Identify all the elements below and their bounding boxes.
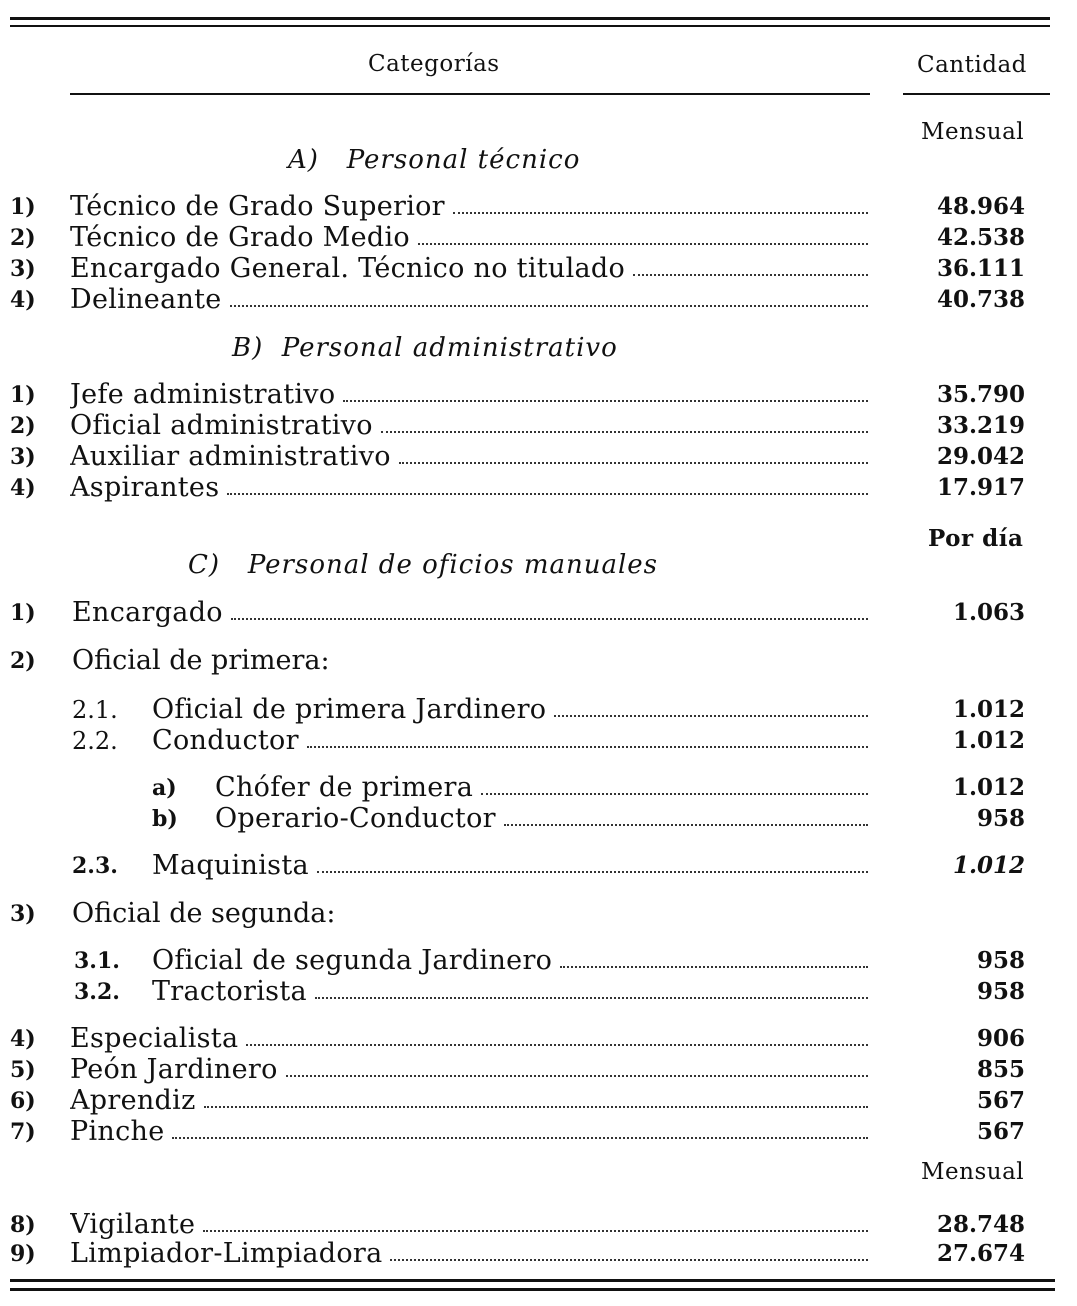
row-label: Encargado General. Técnico no titulado xyxy=(70,254,870,284)
row-number: 1) xyxy=(10,194,36,220)
row-label: Técnico de Grado Superior xyxy=(70,192,870,222)
row-label: Pinche xyxy=(70,1117,870,1147)
section-c-title: Personal de oficios manuales xyxy=(247,550,659,580)
row-value: 28.748 xyxy=(936,1211,1025,1238)
row-number: 4) xyxy=(10,1026,36,1052)
row-number: 7) xyxy=(10,1119,36,1145)
row-label: Especialista xyxy=(70,1024,870,1054)
row-label: Jefe administrativo xyxy=(70,380,870,410)
table-row xyxy=(0,1055,1077,1085)
row-label: Oficial administrativo xyxy=(70,411,870,441)
row-number: 3.1. xyxy=(74,948,120,974)
top-rule-inner xyxy=(10,25,1050,27)
section-b-letter: B) xyxy=(232,333,264,363)
row-number: 1) xyxy=(10,382,36,408)
row-value: 906 xyxy=(976,1025,1025,1052)
section-c-letter: C) xyxy=(188,550,221,580)
table-row xyxy=(0,946,1077,976)
row-value: 35.790 xyxy=(936,381,1025,408)
row-number: 3) xyxy=(10,256,36,282)
row-label: Oficial de segunda: xyxy=(72,898,336,929)
table-row xyxy=(0,1086,1077,1116)
table-row xyxy=(0,899,1077,929)
row-number: 3.2. xyxy=(74,979,120,1005)
row-number: a) xyxy=(152,775,177,801)
table-row xyxy=(0,473,1077,503)
table-row xyxy=(0,1024,1077,1054)
row-label: Conductor xyxy=(152,726,870,756)
section-b-heading xyxy=(232,333,618,363)
header-rule-left xyxy=(70,93,870,95)
row-label: Chófer de primera xyxy=(215,773,870,803)
row-number: 6) xyxy=(10,1088,36,1114)
section-a-heading xyxy=(288,145,580,175)
row-value: 29.042 xyxy=(936,443,1025,470)
row-number: 2) xyxy=(10,648,36,674)
table-row xyxy=(0,192,1077,222)
row-number: 5) xyxy=(10,1057,36,1083)
bottom-rule-inner xyxy=(10,1288,1055,1291)
table-row xyxy=(0,442,1077,472)
table-row xyxy=(0,285,1077,315)
table-row xyxy=(0,1210,1077,1240)
row-label: Operario-Conductor xyxy=(215,804,870,834)
row-value: 1.012 xyxy=(952,774,1025,801)
bottom-rule xyxy=(10,1279,1055,1282)
row-label: Oficial de primera: xyxy=(72,645,330,676)
row-number: 9) xyxy=(10,1241,36,1267)
table-row xyxy=(0,411,1077,441)
row-value: 1.012 xyxy=(952,852,1025,879)
section-a-letter: A) xyxy=(288,145,319,175)
row-number: 1) xyxy=(10,600,36,626)
row-number: 2.2. xyxy=(72,727,118,755)
row-label: Tractorista xyxy=(152,977,870,1007)
table-row xyxy=(0,254,1077,284)
header-rule-right xyxy=(903,93,1050,95)
header-categories: Categorías xyxy=(368,51,500,77)
table-row xyxy=(0,646,1077,676)
period-monthly: Mensual xyxy=(921,119,1025,145)
top-rule xyxy=(10,17,1050,20)
row-value: 567 xyxy=(976,1118,1025,1145)
table-row xyxy=(0,598,1077,628)
row-value: 27.674 xyxy=(936,1240,1025,1267)
row-label: Maquinista xyxy=(152,851,870,881)
table-row xyxy=(0,851,1077,881)
section-b-title: Personal administrativo xyxy=(281,333,618,363)
row-label: Delineante xyxy=(70,285,870,315)
row-value: 1.063 xyxy=(952,599,1025,626)
header-quantity: Cantidad xyxy=(917,52,1027,78)
table-row xyxy=(0,977,1077,1007)
period-daily: Por día xyxy=(928,525,1024,552)
period-monthly-2: Mensual xyxy=(921,1159,1025,1185)
row-label: Peón Jardinero xyxy=(70,1055,870,1085)
table-row xyxy=(0,773,1077,803)
row-number: 3) xyxy=(10,901,36,927)
row-label: Auxiliar administrativo xyxy=(70,442,870,472)
row-label: Encargado xyxy=(72,598,870,628)
row-value: 567 xyxy=(976,1087,1025,1114)
row-value: 1.012 xyxy=(952,727,1025,754)
row-value: 1.012 xyxy=(952,696,1025,723)
section-c-heading xyxy=(188,550,658,580)
row-label: Limpiador-Limpiadora xyxy=(70,1239,870,1269)
table-row xyxy=(0,1117,1077,1147)
row-label: Aprendiz xyxy=(70,1086,870,1116)
table-row xyxy=(0,804,1077,834)
row-value: 40.738 xyxy=(936,286,1025,313)
row-value: 855 xyxy=(976,1056,1025,1083)
row-value: 958 xyxy=(976,978,1025,1005)
row-label: Técnico de Grado Medio xyxy=(70,223,870,253)
row-number: 2.1. xyxy=(72,696,118,724)
row-number: 4) xyxy=(10,475,36,501)
row-label: Vigilante xyxy=(70,1210,870,1240)
row-value: 48.964 xyxy=(936,193,1025,220)
row-number: 3) xyxy=(10,444,36,470)
row-number: 2.3. xyxy=(72,853,118,879)
row-number: 4) xyxy=(10,287,36,313)
row-number: 2) xyxy=(10,413,36,439)
table-row xyxy=(0,223,1077,253)
row-label: Oficial de segunda Jardinero xyxy=(152,946,870,976)
row-number: b) xyxy=(152,806,178,832)
table-row xyxy=(0,380,1077,410)
row-value: 958 xyxy=(976,805,1025,832)
row-label: Aspirantes xyxy=(70,473,870,503)
table-row xyxy=(0,726,1077,756)
section-a-title: Personal técnico xyxy=(346,145,581,175)
row-value: 958 xyxy=(976,947,1025,974)
table-row xyxy=(0,695,1077,725)
row-number: 2) xyxy=(10,225,36,251)
row-number: 8) xyxy=(10,1212,36,1238)
row-value: 42.538 xyxy=(936,224,1025,251)
row-value: 17.917 xyxy=(936,474,1025,501)
row-value: 33.219 xyxy=(936,412,1025,439)
row-value: 36.111 xyxy=(936,255,1025,282)
row-label: Oficial de primera Jardinero xyxy=(152,695,870,725)
table-row xyxy=(0,1239,1077,1269)
